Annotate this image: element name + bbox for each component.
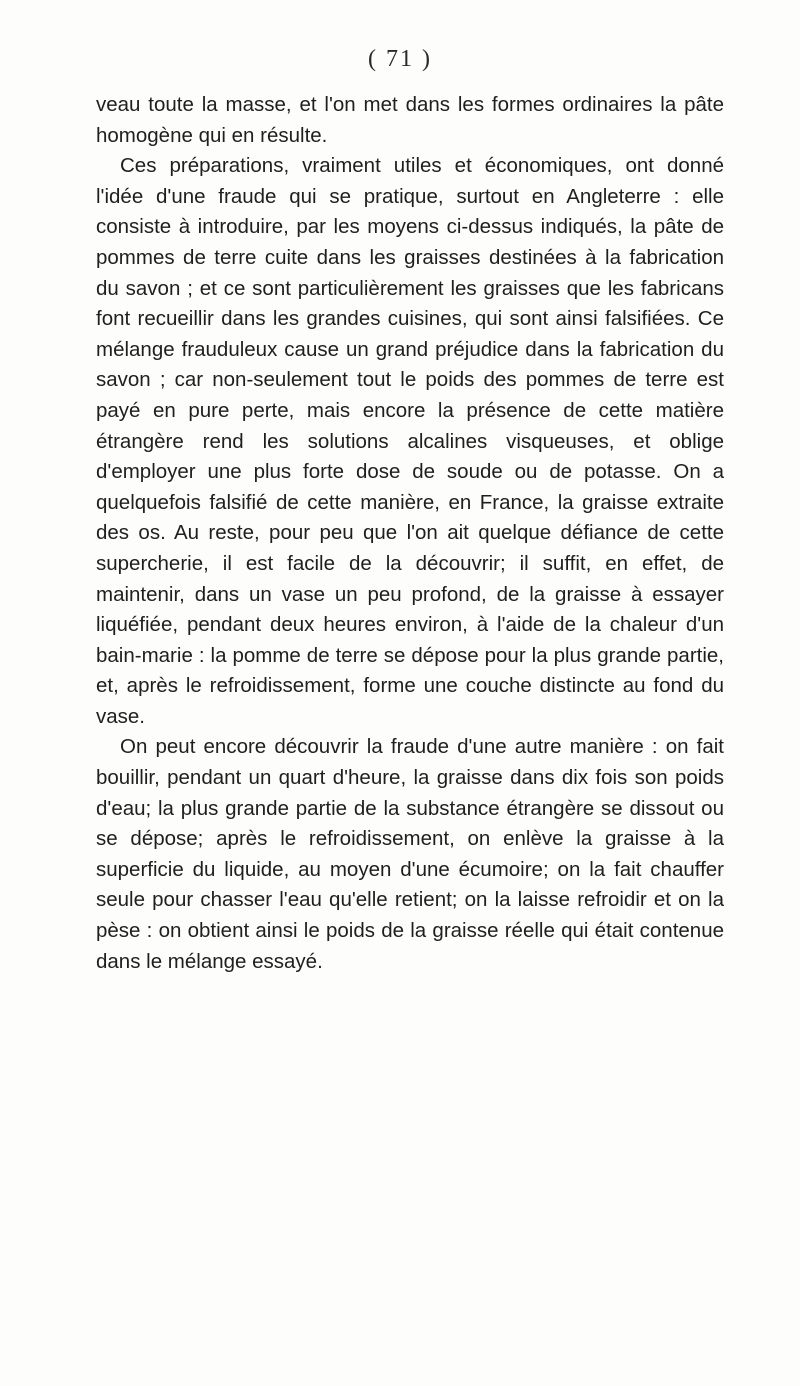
paragraph-continuation: veau toute la masse, et l'on met dans les formes ordinaires la pâte homogène qui en résulte. bbox=[96, 93, 724, 147]
paragraph-fraud-description: Ces préparations, vraiment utiles et économiques, ont donné l'idée d'une fraude qui se pratique, surtout en Angleterre : elle consiste à introduire, par les moyens ci-dessus indiqués, la pâte de pommes de terre cuite dans les graisses destinées à la fabrication du savon ; et ce sont particulièrement les graisses que les fabricans font recueillir dans les grandes cuisines, qui sont ainsi falsifiées. Ce mélange frauduleux cause un grand préjudice dans la fabrication du savon ; car non-seulement tout le poids des pommes de terre est payé en pure perte, mais encore la présence de cette matière étrangère rend les solutions alcalines visqueuses, et oblige d'employer une plus forte dose de soude ou de potasse. On a quelquefois falsifié de cette manière, en France, la graisse extraite des os. Au reste, pour peu que l'on ait quelque défiance de cette supercherie, il est facile de la découvrir; il suffit, en effet, de maintenir, dans un vase un peu profond, de la graisse à essayer liquéfiée, pendant deux heures environ, à l'aide de la chaleur d'un bain-marie : la pomme de terre se dépose pour la plus grande partie, et, après le refroidissement, forme une couche distincte au fond du vase. bbox=[96, 154, 724, 728]
body-text bbox=[96, 90, 724, 977]
page-number: ( 71 ) bbox=[368, 46, 432, 72]
paragraph-detection-method: On peut encore découvrir la fraude d'une autre manière : on fait bouillir, pendant un quart d'heure, la graisse dans dix fois son poids d'eau; la plus grande partie de la substance étrangère se dissout ou se dépose; après le refroidissement, on enlève la graisse à la superficie du liquide, au moyen d'une écumoire; on la fait chauffer seule pour chasser l'eau qu'elle retient; on la laisse refroidir et on la pèse : on obtient ainsi le poids de la graisse réelle qui était contenue dans le mélange essayé. bbox=[96, 735, 724, 973]
